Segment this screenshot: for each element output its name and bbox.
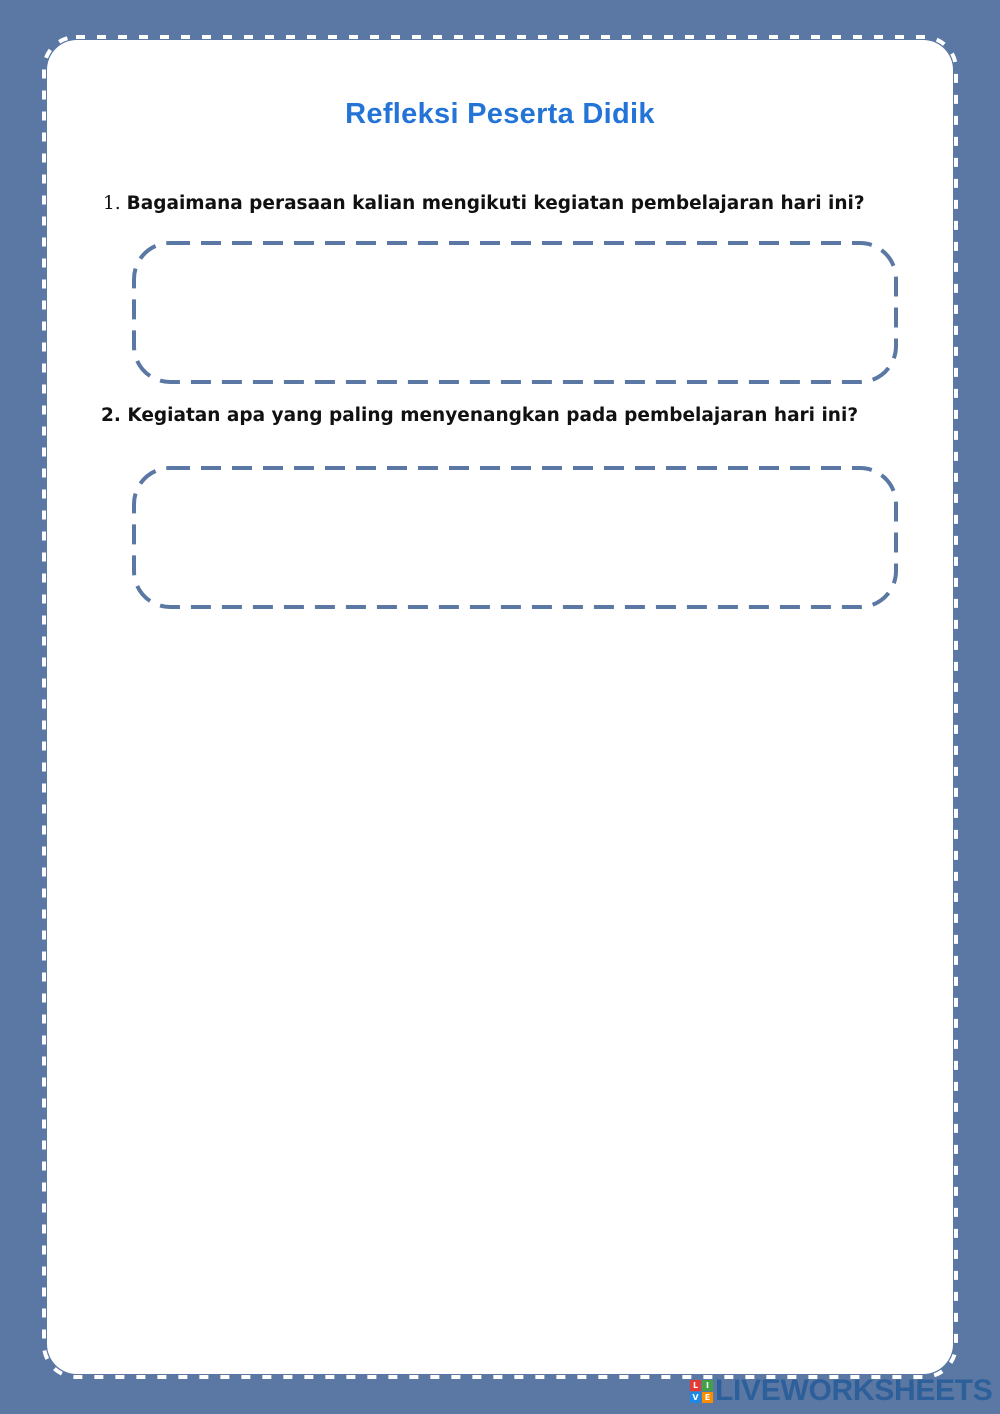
logo-letter-e: E	[702, 1392, 713, 1403]
question-2	[101, 405, 858, 426]
logo-grid-icon	[690, 1380, 713, 1403]
liveworksheets-logo[interactable]	[690, 1375, 993, 1407]
logo-letter-l: L	[690, 1380, 701, 1391]
worksheet-title: Refleksi Peserta Didik	[345, 98, 655, 130]
logo-letter-i: I	[702, 1380, 713, 1391]
logo-letter-v: V	[690, 1392, 701, 1403]
question-1	[103, 193, 865, 214]
question-1-text: Bagaimana perasaan kalian mengikuti kegiatan pembelajaran hari ini?	[126, 193, 865, 214]
answer-box-1[interactable]	[132, 241, 898, 384]
question-2-text: 2. Kegiatan apa yang paling menyenangkan pada pembelajaran hari ini?	[101, 405, 859, 426]
logo-text: LIVEWORKSHEETS	[715, 1374, 993, 1407]
answer-box-2[interactable]	[132, 466, 898, 609]
question-1-number: 1.	[103, 193, 121, 214]
